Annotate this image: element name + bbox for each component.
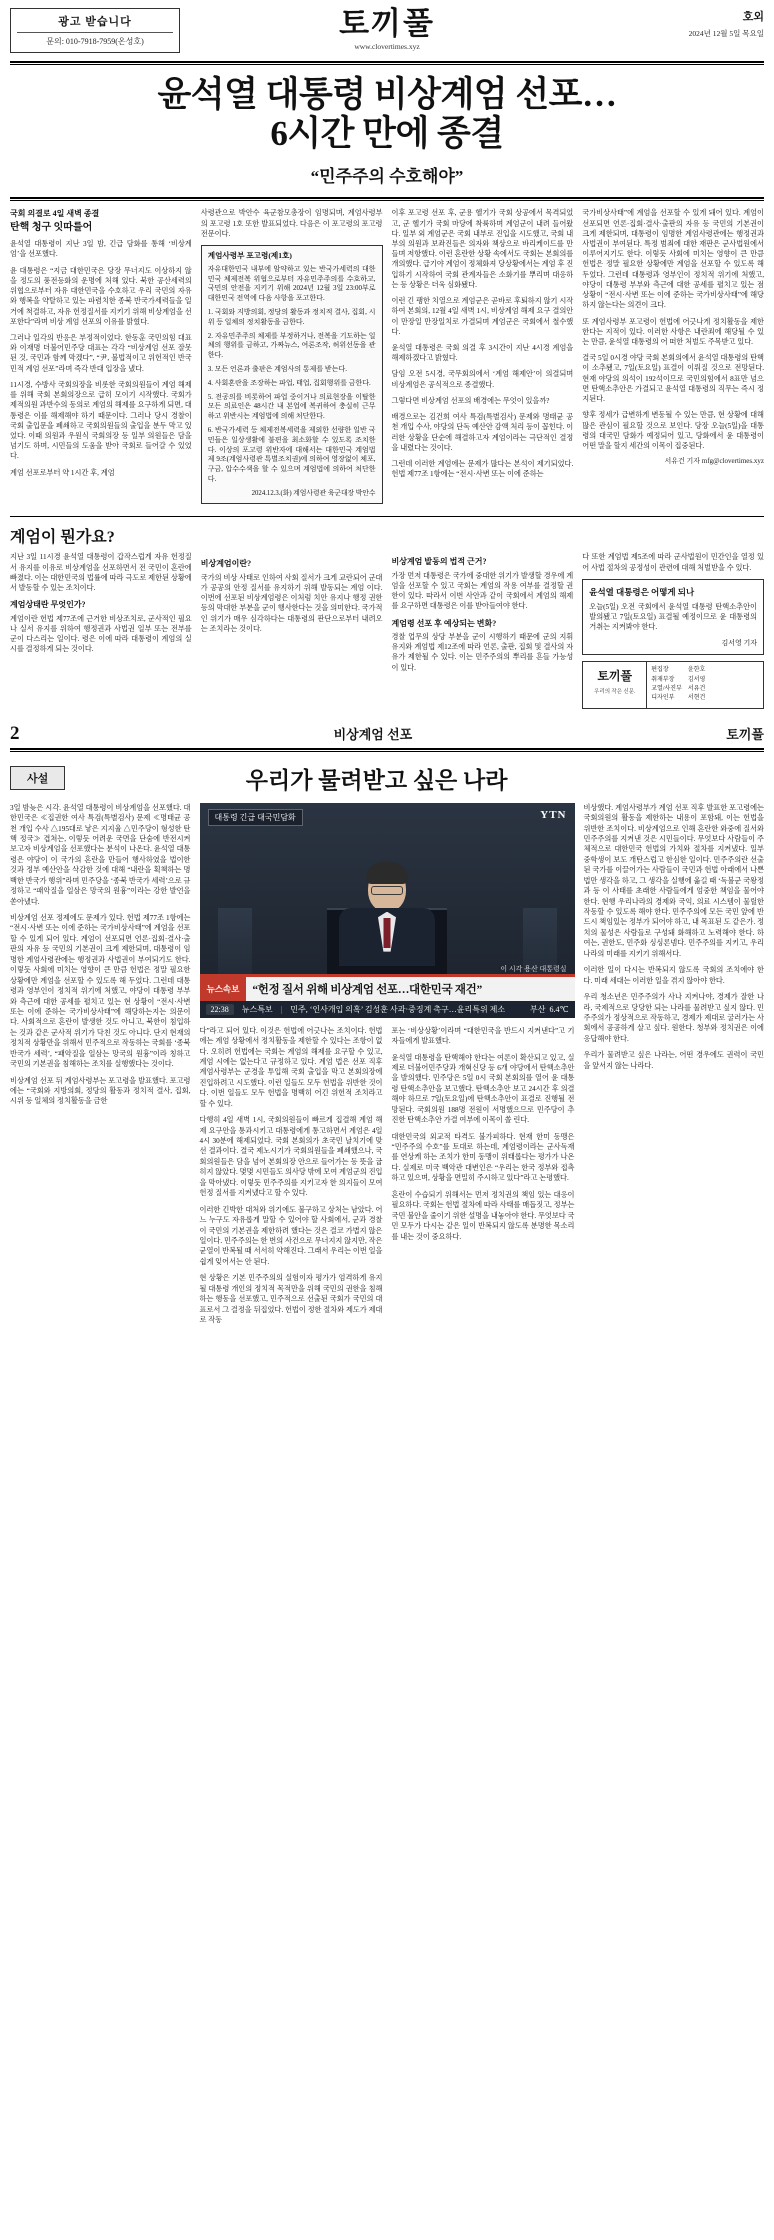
page2-column-4 xyxy=(584,803,765,1332)
paragraph: 그런데 이러한 계엄에는 문제가 많다는 본석이 제기되었다. 헌법 제77조 1항에는 “전시·사변 또는 이에 준하는 xyxy=(391,459,574,479)
paragraph: 그러나 일각의 반응은 부정적이었다. 한동훈 국민의힘 대표와 이재명 더불어민주당 대표는 각각 “비상계엄 선포 잘못된 것, 국민과 함께 막겠다”, “尹, 불법적이고 위헌적인 반국민적 계엄 선포”라며 즉각 반대 입장을 냈다. xyxy=(10,333,192,373)
ad-contact: 문의: 010-7918-7959(온성호) xyxy=(46,37,144,46)
paragraph: 4. 사회혼란을 조장하는 파업, 태업, 집회행위를 금한다. xyxy=(207,378,371,387)
analysis-column-2 xyxy=(201,552,383,708)
story-kicker-2: 탄핵 청구 잇따를어 xyxy=(10,221,93,233)
main-story-columns xyxy=(10,208,764,510)
paragraph: 11시경, 수방사 국회의장을 비롯한 국회의원들이 계엄 해제를 위해 국회 본회의장으로 급히 모이기 시작했다. 국회가 제적의원 과반수의 동의로 계엄의 해제를 요구하게 되면, 대통령은 이를 해제해야 하기 때문이다. 그러나 당시 경찰이 국회 출입문을 폐쇄하고 국회의원들의 출입을 분두 막고 있었다. 이때 의원과 우원식 국회의장 등 일부 의원들은 담을 넘기도 하며, 시민들의 도움을 받아 국회로 들어갈 수 있었다. xyxy=(10,380,192,461)
colophon-roles xyxy=(651,666,682,703)
tv-bottom-bar xyxy=(200,1001,575,1018)
colophon-name: 서유건 xyxy=(687,686,706,693)
paragraph: 계엄이란 헌법 제77조에 근거한 비상조치로, 군사적인 필요나 실서 유지를 위하여 행정권과 사법권 일부 또는 전부를 군이 다스리는 일이다. 령은 이에 따라 대통령이 계엄의 실시를 결정하게 되는 것이다. xyxy=(10,614,192,654)
paragraph: 그렇다면 비상계엄 선포의 배경에는 무엇이 있을까? xyxy=(391,396,550,405)
tv-breaking-tag: 뉴스속보 xyxy=(200,977,247,1001)
editorial-tag: 사설 xyxy=(10,766,65,790)
tv-weather xyxy=(530,1004,568,1015)
paragraph: 우리가 물려받고 싶은 나라는, 어떤 경우에도 권력이 국민을 앞서지 않는 나라다. xyxy=(583,1051,764,1070)
masthead-rule-thin xyxy=(10,64,764,65)
article-byline: 서유건 기자 mfg@clovertimes.xyz xyxy=(664,457,764,466)
masthead-rule xyxy=(10,61,764,63)
masthead xyxy=(10,8,764,59)
decree-box xyxy=(201,245,383,504)
colophon-logo-text: 토끼풀 xyxy=(597,669,633,684)
paragraph: 3. 모든 언론과 출판은 계엄사의 통제를 받는다. xyxy=(207,364,347,373)
paragraph: 담임 오전 5시경, 국무회의에서 ‘계엄 해제안’이 의결되며 비상계엄은 공식적으로 종결했다. xyxy=(391,370,574,389)
tv-bottom-separator: | xyxy=(280,1004,283,1014)
page2-column-1 xyxy=(10,803,191,1332)
analysis-columns xyxy=(10,552,764,708)
colophon-name: 서현건 xyxy=(687,695,706,702)
page2-column-3 xyxy=(392,1026,575,1332)
paragraph: 향후 정세가 급변하게 변동될 수 있는 만큼, 현 상황에 대해 많은 관심이 필요할 것으로 보인다. 당장 오늘(5일)을 대통령의 대국민 담화가 예정되어 있고, 당화에서 윤 대통령이 어떤 말을 할지 세간의 이목이 집중된다. xyxy=(582,411,764,450)
decree-source: 2024.12.3.(화) 계엄사령관 육군대장 박안수 xyxy=(251,489,376,497)
tv-weather-temp: 6.4℃ xyxy=(549,1004,569,1014)
paragraph: 포는 ‘비상상황’이라며 “대한민국을 반드시 지켜낸다”고 기자들에게 발표했다. xyxy=(391,1026,575,1046)
analysis-subhead-legal: 비상계엄 발동의 법적 근거? xyxy=(391,557,487,567)
story-column-3 xyxy=(392,208,574,510)
tv-timestamp: 22:38 xyxy=(206,1004,234,1015)
glasses-icon xyxy=(371,886,403,895)
colophon-logo xyxy=(583,662,647,707)
tv-location-credit: 이 시각 용산 대통령실 xyxy=(500,964,567,973)
paragraph: 윤석열 대통령이 지난 3일 밤, 긴급 담화를 통해 ‘비상계엄’을 선포했다. xyxy=(10,240,192,259)
paragraph: 3일 밤늦은 시각. 윤석열 대통령이 비상계엄을 선포했다. 대한민국은 ≪집권한 여사 특검(특별검사) 문제 ≪명태균 공천 개입 수사 △195대로 낳은 지지율 △민주당이 형성한 탄핵 정국≫ 겹쳐는, 이렇듯 어려운 국면을 단숨에 반전시켜 보고자 비상계엄을 선포했다는 분석이 나온다. 윤석열 대통령은 야당이 이 국가의 혼란을 만들어 행사하였을 법이한 것과 정부 예산안을 삭감한 것에 대해 “내란을 획책하는 명백한 반국가 행위”라며 민주당을 ‘종북 반국가 세력’으로 규정하고 “패악질을 일삼은 망국의 원흉”이라는 강한 발언을 쏟아냈다. xyxy=(10,803,191,906)
edition-label: 호외 xyxy=(742,11,764,23)
paragraph: 사령관으로 박안수 육군참모총장이 임명되며, 계엄사령부의 포고령 1호 또한 발표되었다. 다음은 이 포고령의 포고령 전문이다. xyxy=(200,209,383,238)
paragraph: 결국 5일 0시경 야당 국회 본회의에서 윤석열 대통령의 탄핵이 소추됐고, 7일(토요일) 표결이 이뤄질 것으로 전망된다. 현재 야당의 의석이 192석이므로 국민의힘에서 8표만 넘으면 탄핵소추안은 가결되고 윤석열 대통령의 직무는 즉시 정지된다. xyxy=(582,354,764,404)
paragraph: 윤석열 대통령은 국회 의결 후 3시간이 지난 4시경 계엄을 해제하겠다고 밝혔다. xyxy=(391,344,574,363)
paragraph: 이러한 긴박한 대처와 위기에도 불구하고 상처는 남았다. 어느 누구도 자유롭게 말할 수 있어야 할 사회에서, 군과 경찰이 국민의 기본권을 제한하려 했다는 것은 결코 가볍지 않은 일이다. 민주주의는 한 번의 사건으로 무너지지 않지만, 작은 균열이 반복될 때 서서히 약해진다. 그래서 우리는 이번 일을 쉽게 잊어서는 안 된다. xyxy=(199,1205,383,1266)
paragraph: 오늘(5일) 오전 국회에서 윤석열 대통령 탄핵소추안이 발의됐고 7일(토요일) 표결될 예정이므로 윤 대통령의 거취는 지켜봐야 한다. xyxy=(589,602,757,632)
tv-channel-logo: YTN xyxy=(540,808,567,821)
page2-rule xyxy=(10,748,764,750)
paragraph: 가장 먼저 대통령은 국가에 중대한 위기가 발생할 경우에 계엄을 선포할 수 있고 국회는 계엄의 작용 여부를 결정할 권한이 있다. 따라서 이번 사안과 같이 국회에서 계엄의 해제를 요구하면 대통령은 이를 받아들여야 한다. xyxy=(391,571,574,611)
tv-breaking-ticker xyxy=(200,977,575,1001)
page2-photo-column xyxy=(200,803,575,1332)
ad-title: 광고 받습니다 xyxy=(58,16,132,28)
tv-screen xyxy=(200,803,575,1018)
paragraph: 현 상황은 기본 민주주의의 실험이자 평가가 엄격하게 유지될 대통령 개인의 정치적 목적만을 위해 국민의 권한을 침해하는 행동을 선포했고, 민주적으로 선출된 국회가 국민의 대표로서 그 결정을 뒤집었다. 헌법이 정한 절차와 제도가 제대로 작동 xyxy=(199,1274,383,1325)
paragraph: 5. 전공의를 비롯하여 파업 중이거나 의료현장을 이탈한 모든 의료인은 48시간 내 본업에 복귀하여 충실히 근무하고 위반시는 계엄법에 의해 처단한다. xyxy=(207,392,376,421)
paragraph: 1. 국회와 지방의회, 정당의 활동과 정치적 결사, 집회, 시위 등 일체의 정치활동을 금한다. xyxy=(207,308,376,326)
paragraph: 비상했다. 계엄사령부가 계엄 선포 직후 발표한 포고령에는 국회의원의 활동을 제한하는 내용이 포함돼, 이는 헌법을 위반한 조치이다. 비상계엄으로 인해 혼란한 와중에 질서와 민주주의를 지켜낸 것은 시민들이다. 무엇보다 사람들이 주체적으로 대한민국 헌법의 가치와 절차를 지켜냈다. 일부 중학생이 보도 개탄스럽고 한심한 일이다. 민주주의란 선출된 국가를 이끌어가는 사람들이 국민과 헌법 아래에서 나쁜 법만 생각을 하고, 그 생각을 실행에 옮길 때 ‘독불군 국왕정과 등 이 사태를 초래한 사람들에게 엄중한 책임을 물어야 한다. 현행 우리나라의 경제와 국익, 의료 시스템이 물릴한 작동할 수 있도록 해야 한다. 민주주의에 모든 국민 앞에 반드시 책임있는 정부가 되어야 하고, 내 목표된 도 같은가. 정치의 물성은 사람들로 구성돼 화해하고 노력해야 한다. 하여는, 권한도, 민주화 싱싱론넴다. 민주주의를 지키고, 우리나라의 미래를 지키기 위해서다. xyxy=(583,803,764,958)
analysis-column-1 xyxy=(10,552,192,708)
page-number: 2 xyxy=(10,722,20,744)
paragraph: 혼란이 수습되기 위해서는 먼저 정치권의 책임 있는 대응이 필요하다. 국회는 헌법 절차에 따라 사태를 매듭짓고, 정부는 국민 불안을 줄이기 위한 설명을 내놓아야 한다. 무엇보다 국민 모두가 다시는 같은 일이 반복되지 않도록 분명한 목소리를 내는 것이 중요하다. xyxy=(391,1190,575,1241)
headline-line-2: 6시간 만에 종결 xyxy=(270,114,504,154)
decree-title: 계엄사령부 포고령(제1호) xyxy=(207,251,292,261)
analysis-column-3 xyxy=(392,552,574,708)
colophon-role: 교열/사진부 xyxy=(651,686,682,693)
speaker-tie xyxy=(384,918,391,948)
story-kicker-1: 국회 의결로 4일 새벽 종결 xyxy=(10,209,100,219)
headline-rule-thin xyxy=(10,200,764,201)
paragraph: 윤석열 대통령을 탄핵해야 한다는 여론이 확산되고 있고, 실제로 더불어민주당과 개혁신당 등 6개 야당에서 탄핵소추안을 발의했다. 민주당은 5일 0시 국회 본회의를 열어 윤 대통령 탄핵소추안을 보고했다. 탄핵소추안 보고 24시간 후 의결해야 하므로 7일(토요일)에 탄핵소추안이 표결로 진행될 전망된다. 국회의원 188명 전원이 서명했으므로 민주당이 추진한 탄핵소추안 가결 여부에 이목이 쏠 린다. xyxy=(391,1053,575,1125)
subheadline: “민주주의 수호해야” xyxy=(310,167,464,187)
paragraph: 이후 포고령 선포 후, 군용 헬기가 국회 상공에서 목격되었고, 군 헬기가 국회 마당에 착륙하며 계엄군이 내려 들어왔다. 일부 외 계엄군은 국회 내부로 진입을 시도했고, 국회 내부의 의원과 보좌진들은 의자와 책상으로 바리케이드를 만들며 저항했다. 이런 혼란한 상황 속에서도 국회는 본회의를 개의했다. 급기야 계엄이 정체화져 당상황에서는 계엄 후 진입하기 시작하여 국회 관계자들은 소화기를 뿌리며 대응하는 등 상황은 더욱 심화됐다. xyxy=(391,209,574,289)
ad-divider xyxy=(17,32,173,33)
story-column-2 xyxy=(201,208,383,510)
colophon-names xyxy=(688,666,705,703)
page2-mid-columns xyxy=(200,1026,575,1332)
page-brand: 토끼풀 xyxy=(726,727,764,743)
editorial-title: 우리가 물려받고 싶은 나라 xyxy=(245,767,508,793)
paragraph: 또 계엄사령부 포고령이 헌법에 어긋나게 정치활동을 제한한다는 지적이 있다. 이러한 사항은 내란죄에 해당될 수 있는 만큼, 윤석열 대통령의 어 떠한 처벌도 주목받고 있다. xyxy=(582,317,764,346)
paragraph: 국가비상사태”에 계엄을 선포할 수 있게 돼어 있다. 계엄이 선포되면 언론·집회·결사·출판의 자유 등 국민의 기본권이 크게 제한되며, 대통령이 임명한 계엄사령관에는 행정권과 사법권이 부여된다. 특정 범죄에 대한 재판은 군사법원에서 이루어지기도 한다. 이렇듯 사회에 미치는 영향이 큰 만큼 헌법은 정말 필요한 상황에만 계엄을 선포할 수 있도록 해 두었다. 그런데 대통령과 영부인이 정치적 위기에 처했고, 야당이 대통령 부부와 측근에 대한 공세를 펼치고 있는 점 상황이 “전시·사변 또는 이에 준하는 국가비상사태”에 해당하지 않는다는 의견이 크다. xyxy=(582,209,764,310)
paragraph: 계엄 선포로부터 약 1시간 후, 계엄 xyxy=(10,468,115,477)
page2-column-2 xyxy=(200,1026,383,1332)
sidebar-box-byline: 김서영 기자 xyxy=(721,638,757,647)
paragraph: 이러한 일이 다시는 반복되지 않도록 국회의 조치에야 한다. 미래 세대는 이러한 일을 겪지 않아야 한다. xyxy=(583,966,764,985)
paragraph: 국가의 비상 사태로 인하여 사회 질서가 크게 교란되어 군대가 공공의 안정 질서를 유지하기 위해 발동되는 계엄 이다. 이번에 선포된 비상계엄령은 이처럼 치안 유지나 행정 권한 등의 막대한 부분을 군이 행사한다는 것을 의미한다. 국가적인 위기가 매우 심각하다는 대통령의 판단으로부터 내려오는 조치라는 것이다. xyxy=(200,573,383,633)
headline-line-1: 윤석열 대통령 비상계엄 선포… xyxy=(157,75,617,114)
paragraph: 윤 대통령은 “지금 대한민국은 당장 무너지도 이상하지 않을 정도의 풍전등화의 운명에 처해 있다. 북한 공산세력의 위협으로부터 자유 대한민국을 수호하고 우리 국민의 자유와 행복을 약탈하고 있는 파렴치한 종북 반국가세력들을 일거에 척결하고, 자유 헌정질서를 지키기 위해 비상계엄을 선포한다”라며 비상 계엄 선포의 이유를 밝혔다. xyxy=(10,266,192,326)
analysis-column-4 xyxy=(582,552,764,708)
issue-date: 2024년 12월 5일 목요일 xyxy=(688,29,764,38)
analysis-subhead-changes: 계엄령 선포 후 예상되는 변화? xyxy=(391,618,497,628)
speaker-figure xyxy=(339,866,435,966)
tv-weather-location: 부산 xyxy=(530,1004,546,1014)
colophon-staff xyxy=(647,662,763,707)
paragraph: 비상계엄 선포 뒤 계엄사령부는 포고령을 발표했다. 포고령에는 “국회와 지방의회, 정당의 활동과 정치적 결사, 집회, 시위 등 일체의 정치활동을 금한 xyxy=(10,1076,191,1106)
paragraph: 다 또한 계엄법 제5조에 따라 군사법원이 민간인을 열정 있어 사법 절차의 공정성이 관련에 대해 처벌받을 수 있다. xyxy=(582,553,764,572)
ad-box xyxy=(10,8,180,53)
paragraph: 6. 반국가세력 등 체제전복세력을 제외한 선량한 일반 국민들은 일상생활에 불편을 최소화할 수 있도록 조치한다. 이상의 포고령 위반자에 대해서는 대한민국 계엄법 제 9조(계엄사령관 특별조치권)에 의하여 영장없이 체포, 구금, 압수수색을 할 수 있으며 계엄법에 의하여 처단한다. xyxy=(207,425,376,483)
paragraph: 다”라고 되어 있다. 이것은 헌법에 어긋나는 조치이다. 헌법에는 계엄 상황에서 정치활동을 제한할 수 있다는 조항이 없다. 오히려 헌법에는 국회는 계엄의 해제를 요구할 수 있고, 계엄 시에는 없는다고 규정하고 있다. 계엄 법은 선포 직후 계엄사령부는 군경을 투입해 국회 출입을 막고 본회의장에 진입하려고 시도했다. 이런 일들도 모두 헌법을 위반한 것이다. 이번 일들도 모두 헌법을 명백히 어긴 위헌적 조치라고 할 수 있다. xyxy=(199,1026,383,1108)
page2-columns xyxy=(10,803,764,1332)
tv-lower-third xyxy=(200,974,575,1018)
editorial-header xyxy=(10,762,764,795)
analysis-question-1: 계엄상태란 무엇인가? xyxy=(10,600,86,610)
headline-rule xyxy=(10,197,764,199)
tv-bottom-label: 뉴스특보 xyxy=(241,1004,273,1014)
paragraph: 다행히 4일 새벽 1시, 국회의원들이 빠르게 집결해 계엄 해제 요구안을 통과시키고 대통령에게 통고하면서 계엄은 4일 4시 30분에 해제되었다. 국회 본회의가 초국민 날치기에 맞선 결과이다. 결국 제노시기가 국회의원들을 폐쇄했으나, 국회의원들은 담을 넘어 본회의장 안으로 들어가는 등 뜻을 굽히지 않았다. 몇몇 시민들도 의사당 밖에 모여 계엄군의 진입을 막아냈다. 이렇듯 민주주의를 지키고자 한 의지들이 모여 헌정 질서를 지켜냈다고 할 수 있다. xyxy=(199,1116,383,1198)
page2-rule-thin xyxy=(10,751,764,752)
story-column-1 xyxy=(10,208,192,510)
paragraph: 이런 긴 팽한 치열으로 계엄군은 곧바로 후퇴하지 않기 시작하여 본회의, 12월 4일 새벽 1시, 비상계엄 해제 요구 결의안이 만장일 만장일치로 가결되며 계엄군은 국회에서 철수했다. xyxy=(391,297,574,336)
colophon-name: 윤한호 xyxy=(687,667,706,674)
tv-breaking-text: “헌정 질서 위해 비상계엄 선포…대한민국 재건” xyxy=(252,983,482,996)
page-section-title: 비상계엄 선포 xyxy=(333,727,413,743)
speaker-hair xyxy=(366,862,408,884)
colophon-role: 취재부장 xyxy=(651,676,675,683)
colophon-tagline: 우리의 작은 신문. xyxy=(594,688,636,695)
story-column-4 xyxy=(582,208,764,510)
paragraph: 지난 3일 11시경 윤석열 대통령이 갑작스럽게 자유 헌정질서 유지를 이유로 비상계엄을 선포하면서 전 국민이 혼란에 빠졌다. 이는 대한민국의 법률에 따라 극도로 제한된 상황에서 발동할 수 있는 조치이다. xyxy=(10,553,192,593)
paper-title: 토끼풀 xyxy=(339,6,435,41)
tv-broadcast-still xyxy=(200,803,575,1018)
analysis-title: 계엄이 뭔가요? xyxy=(10,529,115,547)
colophon-name: 김서영 xyxy=(687,676,706,683)
paper-url: www.clovertimes.xyz xyxy=(354,42,420,51)
paragraph: 2. 자유민주주의 체제를 부정하거나, 전복을 기도하는 일체의 행위를 금하고, 가짜뉴스, 여론조작, 허위선동을 관한다. xyxy=(207,331,376,360)
paragraph: 우리 청소년은 민주주의가 사나 지켜나야, 경제가 잘한 나라, 국제적으로 당당한 되는 나라를 물려받고 싶지 않다. 민주주의가 정상적으로 작동하고, 경제가 제대로 굴러가는 사회에서 공공하게 살고 싶다. 원한다. 청부와 정치권은 이에 응답해야 한다. xyxy=(583,993,764,1043)
paragraph: 대한민국의 외교적 타격도 불가피하다. 현재 한미 동맹은 “민주주의 수호”를 토대로 하는데, 계엄령이라는 군사독재를 연상케 하는 조치가 한미 동맹이 위태롭다는 평가가 나온다. 실제로 미국 백악관 대변인은 “우리는 한국 정부와 접촉하고 있으며, 상황을 면밀히 주시하고 있다”라고 논평했다. xyxy=(391,1132,575,1183)
colophon-role: 편집장 xyxy=(651,667,669,674)
sidebar-box-title: 윤석열 대통령은 어떻게 되나 xyxy=(589,586,695,597)
masthead-right xyxy=(594,8,764,39)
flag-left xyxy=(218,908,252,980)
paragraph: 경찰 업무의 상당 부분을 군이 시행하기 때문에 군의 지휘 유지와 계엄법 제12조에 따라 언론, 출판, 집회 및 결사의 자유가 제한될 수 있다. 이는 민주주의의 뿌리를 흔들 가능성이 있다. xyxy=(391,632,574,672)
paragraph: 자유대한민국 내부에 암약하고 있는 반국가세력의 대한민국 체제전복 위협으로부터 자유민주주의를 수호하고, 국민의 안전을 지키기 위해 2024년 12월 3일 23:00부로 대한민국 전역에 다음 사항을 포고한다. xyxy=(207,264,376,303)
masthead-center xyxy=(180,8,594,51)
analysis-question-2: 비상계엄이란? xyxy=(200,559,252,569)
sidebar-box-president xyxy=(582,579,764,656)
paragraph: 비상계엄 선포 정제에도 문제가 있다. 헌법 제77조 1항에는 “전시·사변 또는 이에 준하는 국가비상사태”에 계엄을 선포할 수 있게 되어 있다. 계엄이 선포되면 언론·집회·결사·출판의 자유 등 국민의 기본권이 크게 제한되며, 대통령이 임명한 계엄사령관에는 행정권과 사법권이 부여되기도 한다. 이렇듯 사회에 미치는 영향이 큰 만큼 헌법은 정말 필요한 상황에만 계엄을 선포할 수 있도록 해 두었다. 그런데 대통령과 영부인이 정치적 위기에 처했고, 야당이 대통령 부부와 측근에 대한 공세를 펼치고 있는 현 상황이 “전시·사변 또는 이에 준하는 국가비상사태”에 해당하는지는 의문이다. 사회적으로 혼란이 발생한 것도 아니고, 북한이 침입하는 것과 같은 군사적 위기가 닥친 것도 아니다. 단지 현재의 정치적 상황만을 위해서 민주적으로 작동하는 국회를 ‘종북 반국가 세력’, “패악질을 일삼는 망국의 원흉”이라 칭하고 국민의 기본권을 침해하는 조치를 실행했다는 것이다. xyxy=(10,914,191,1069)
section-rule xyxy=(10,516,764,517)
colophon xyxy=(582,661,764,708)
speaker-body xyxy=(339,908,435,966)
tv-bottom-headline: 민주, ‘인사개입 의혹’ 김성훈 사과·중징계 촉구…윤리특위 제소 xyxy=(290,1004,506,1014)
headline-block xyxy=(10,71,764,189)
colophon-role: 디자인부 xyxy=(651,695,675,702)
speaker-head xyxy=(368,866,406,912)
paragraph: 배경으로는 김건희 여사 특검(특별검사) 문제와 명태균 공천 개입 수사, 야당의 단독 예산안 감액 처리 등이 꼽힌다. 이러한 상황을 단순에 해결하고자 계엄이라는 극단적인 결정을 내렸다는 것이다. xyxy=(391,413,574,452)
tv-topbar-label: 대통령 긴급 대국민담화 xyxy=(208,809,303,826)
page2-header xyxy=(10,723,764,748)
